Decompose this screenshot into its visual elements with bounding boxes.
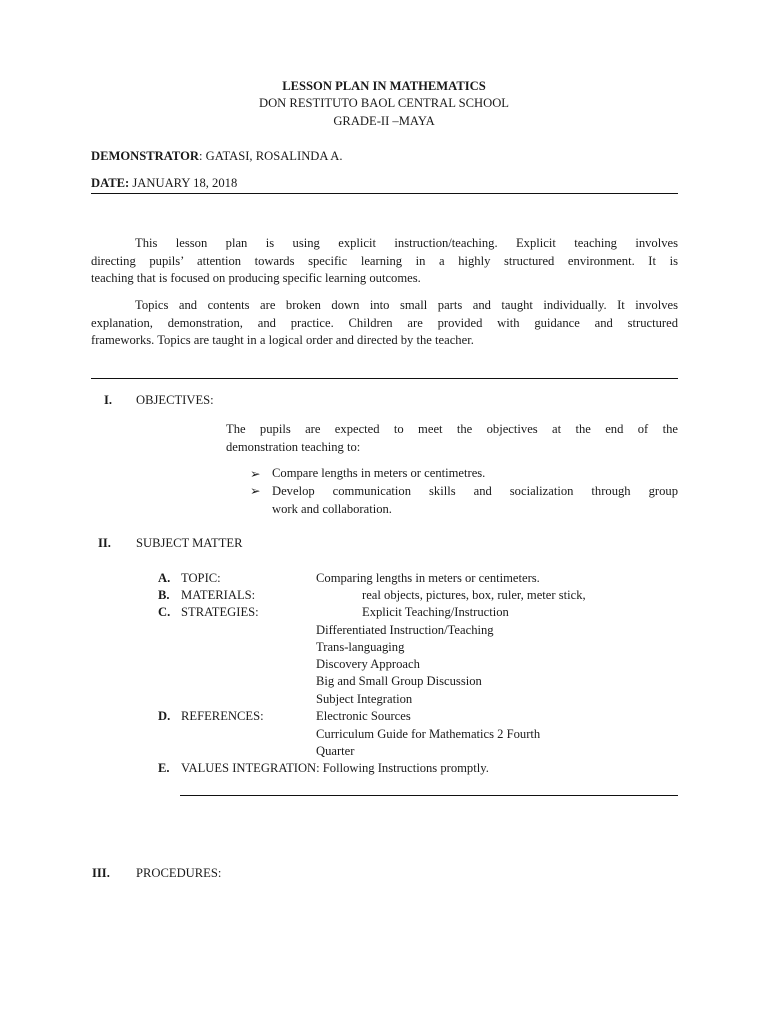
document-title: LESSON PLAN IN MATHEMATICS [282, 79, 486, 93]
grade-section: GRADE-II –MAYA [333, 114, 435, 128]
intro-p1-line-3: teaching that is focused on producing specific learning outcomes. [91, 271, 421, 286]
demonstrator-value: : GATASI, ROSALINDA A. [199, 149, 343, 163]
item-value-topic: Comparing lengths in meters or centimeters. [316, 571, 540, 585]
intro-p1-line-1: This lesson plan is using explicit instruction/teaching. Explicit teaching involves [135, 236, 678, 250]
procedures-heading: PROCEDURES: [136, 866, 222, 880]
intro-p2-line-1: Topics and contents are broken down into small parts and taught individually. It involves [135, 298, 678, 312]
strategy-item-1: Explicit Teaching/Instruction [362, 605, 509, 619]
objectives-intro [226, 421, 678, 456]
item-label-strategies: STRATEGIES: [181, 605, 259, 619]
intro-divider [91, 378, 678, 379]
reference-item-2: Curriculum Guide for Mathematics 2 Fourth [316, 727, 541, 741]
strategy-item-2: Differentiated Instruction/Teaching [316, 623, 494, 637]
item-value-materials: real objects, pictures, box, ruler, meter stick, [362, 588, 586, 602]
objectives-numeral: I. [104, 393, 113, 407]
objective-item-2-line-2: work and collaboration. [272, 501, 392, 516]
bullet-arrow-icon: ➢ [250, 484, 261, 498]
objective-item-1: Compare lengths in meters or centimetres. [272, 466, 486, 480]
objectives-heading: OBJECTIVES: [136, 393, 214, 407]
school-name: DON RESTITUTO BAOL CENTRAL SCHOOL [258, 96, 509, 110]
strategy-item-4: Discovery Approach [316, 657, 420, 671]
intro-p1-line-2: directing pupils’ attention towards specific learning in a highly structured environment. It is [91, 253, 678, 268]
intro-p2-line-2: explanation, demonstration, and practice. Children are provided with guidance and structured [91, 315, 678, 330]
item-letter-c: C. [158, 605, 171, 619]
intro-paragraph-1 [91, 235, 678, 288]
demonstrator-label: DEMONSTRATOR [91, 149, 199, 163]
bullet-arrow-icon: ➢ [250, 467, 261, 481]
intro-paragraph-2 [91, 297, 678, 350]
item-label-references: REFERENCES: [181, 709, 264, 723]
item-label-values-integration: VALUES INTEGRATION: Following Instructions promptly. [181, 761, 489, 775]
subject-matter-numeral: II. [98, 536, 111, 550]
item-label-topic: TOPIC: [181, 571, 221, 585]
subject-matter-heading: SUBJECT MATTER [136, 536, 243, 550]
strategy-item-5: Big and Small Group Discussion [316, 674, 482, 688]
item-letter-e: E. [158, 761, 170, 775]
header-divider [91, 193, 678, 194]
date-label: DATE: [91, 176, 130, 190]
item-label-materials: MATERIALS: [181, 588, 256, 602]
strategy-item-3: Trans-languaging [316, 640, 405, 654]
objective-item-2-line-1: Develop communication skills and socialization through group [272, 484, 678, 498]
subject-matter-divider [180, 795, 678, 796]
objectives-intro-line-2: demonstration teaching to: [226, 439, 361, 454]
reference-item-3: Quarter [316, 744, 355, 758]
reference-item-1: Electronic Sources [316, 709, 411, 723]
procedures-numeral: III. [92, 866, 110, 880]
strategy-item-6: Subject Integration [316, 692, 413, 706]
date-line [91, 176, 237, 191]
item-letter-b: B. [158, 588, 170, 602]
date-value: JANUARY 18, 2018 [129, 176, 238, 190]
objectives-intro-line-1: The pupils are expected to meet the objectives at the end of the [226, 422, 678, 436]
item-letter-d: D. [158, 709, 171, 723]
demonstrator-line [91, 149, 342, 164]
item-letter-a: A. [158, 571, 171, 585]
intro-p2-line-3: frameworks. Topics are taught in a logical order and directed by the teacher. [91, 333, 474, 348]
objective-item-2 [272, 483, 678, 518]
